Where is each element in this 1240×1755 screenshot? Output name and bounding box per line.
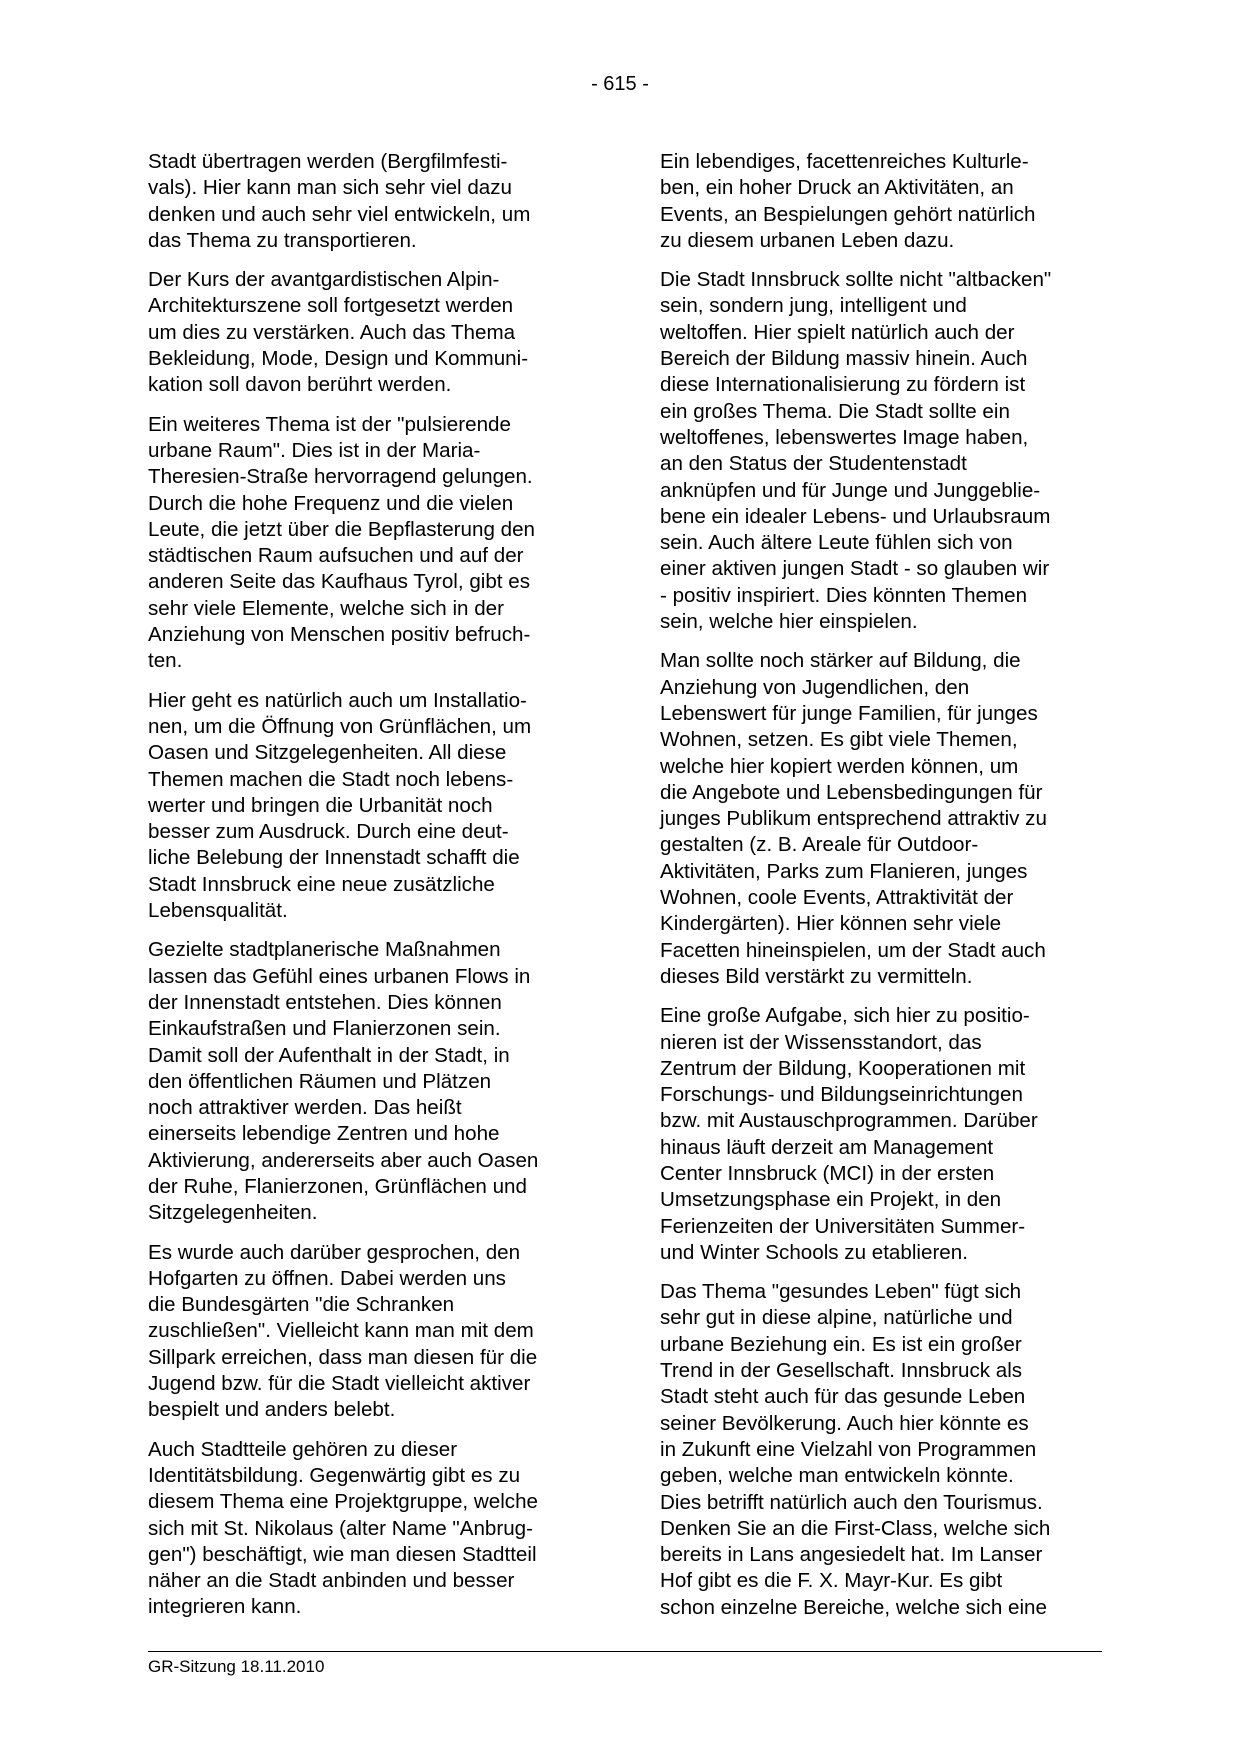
text-line: Durch die hohe Frequenz und die vielen — [148, 491, 514, 515]
text-line: bzw. mit Austauschprogrammen. Darüber — [660, 1109, 1038, 1133]
text-line: weltoffen. Hier spielt natürlich auch der — [660, 320, 1015, 344]
text-line: einerseits lebendige Zentren und hohe — [148, 1122, 500, 1146]
text-line: gen") beschäftigt, wie man diesen Stadtteil — [148, 1542, 537, 1566]
text-line: Facetten hineinspielen, um der Stadt auch — [660, 938, 1046, 962]
paragraph — [148, 1240, 593, 1424]
text-line: Sitzgelegenheiten. — [148, 1201, 318, 1225]
text-line: Aktivierung, andererseits aber auch Oasen — [148, 1148, 539, 1172]
text-line: Forschungs- und Bildungseinrichtungen — [660, 1083, 1023, 1107]
text-line: Damit soll der Aufenthalt in der Stadt, in — [148, 1043, 510, 1067]
paragraph — [660, 149, 1108, 254]
text-line: sehr viele Elemente, welche sich in der — [148, 596, 504, 620]
text-line: Architekturszene soll fortgesetzt werden — [148, 294, 514, 318]
text-line: urbane Beziehung ein. Es ist ein großer — [660, 1332, 1022, 1356]
text-line: Gezielte stadtplanerische Maßnahmen — [148, 938, 501, 962]
text-line: besser zum Ausdruck. Durch eine deut- — [148, 820, 509, 844]
text-line: Leute, die jetzt über die Bepflasterung den — [148, 517, 535, 541]
paragraph — [148, 412, 593, 675]
text-line: Stadt übertragen werden (Bergfilmfesti- — [148, 150, 508, 173]
text-line: Es wurde auch darüber gesprochen, den — [148, 1240, 521, 1264]
text-line: - positiv inspiriert. Dies könnten Themen — [660, 583, 1028, 607]
text-line: Umsetzungsphase ein Projekt, in den — [660, 1188, 1002, 1212]
text-line: anknüpfen und für Junge und Junggeblie- — [660, 478, 1041, 502]
text-line: sehr gut in diese alpine, natürliche und — [660, 1306, 1013, 1330]
text-line: Ein lebendiges, facettenreiches Kulturle- — [660, 150, 1029, 173]
text-line: Eine große Aufgabe, sich hier zu positio- — [660, 1004, 1030, 1028]
text-line: urbane Raum". Dies ist in der Maria- — [148, 438, 481, 462]
text-line: bene ein idealer Lebens- und Urlaubsraum — [660, 504, 1051, 528]
paragraph — [148, 267, 593, 398]
text-line: diese Internationalisierung zu fördern ist — [660, 373, 1026, 397]
paragraph — [148, 149, 593, 254]
text-column-left — [148, 149, 593, 1634]
text-line: bespielt und anders belebt. — [148, 1398, 396, 1422]
text-line: Anziehung von Jugendlichen, den — [660, 675, 970, 699]
text-line: Lebensqualität. — [148, 899, 288, 923]
text-line: nen, um die Öffnung von Grünflächen, um — [148, 714, 532, 738]
text-line: in Zukunft eine Vielzahl von Programmen — [660, 1437, 1037, 1461]
text-line: lassen das Gefühl eines urbanen Flows in — [148, 964, 531, 988]
text-line: Bereich der Bildung massiv hinein. Auch — [660, 347, 1028, 371]
text-line: denken und auch sehr viel entwickeln, um — [148, 202, 531, 226]
text-line: Man sollte noch stärker auf Bildung, die — [660, 649, 1021, 673]
text-line: Denken Sie an die First-Class, welche sich — [660, 1516, 1051, 1540]
text-line: Center Innsbruck (MCI) in der ersten — [660, 1161, 995, 1185]
text-line: werter und bringen die Urbanität noch — [148, 793, 493, 817]
text-line: Kindergärten). Hier können sehr viele — [660, 912, 1002, 936]
text-line: sein, welche hier einspielen. — [660, 610, 918, 634]
text-line: Oasen und Sitzgelegenheiten. All diese — [148, 741, 507, 765]
text-line: näher an die Stadt anbinden und besser — [148, 1569, 515, 1593]
text-line: die Angebote und Lebensbedingungen für — [660, 780, 1043, 804]
text-line: Anziehung von Menschen positiv befruch- — [148, 623, 531, 647]
footer-session-date: GR-Sitzung 18.11.2010 — [148, 1657, 325, 1676]
text-line: geben, welche man entwickeln könnte. — [660, 1464, 1014, 1488]
paragraph — [660, 267, 1108, 635]
text-line: den öffentlichen Räumen und Plätzen — [148, 1069, 492, 1093]
text-line: welche hier kopiert werden können, um — [660, 754, 1019, 778]
text-line: integrieren kann. — [148, 1595, 302, 1619]
text-line: an den Status der Studentenstadt — [660, 452, 967, 476]
text-line: seiner Bevölkerung. Auch hier könnte es — [660, 1411, 1029, 1435]
text-line: und Winter Schools zu etablieren. — [660, 1240, 968, 1264]
text-line: nieren ist der Wissensstandort, das — [660, 1030, 982, 1054]
text-line: Theresien-Straße hervorragend gelungen. — [148, 465, 533, 489]
page-number: - 615 - — [591, 73, 649, 95]
text-line: schon einzelne Bereiche, welche sich eine — [660, 1595, 1047, 1619]
text-line: Stadt steht auch für das gesunde Leben — [660, 1385, 1026, 1409]
text-line: liche Belebung der Innenstadt schafft die — [148, 846, 520, 870]
text-line: das Thema zu transportieren. — [148, 228, 417, 252]
text-line: zuschließen". Vielleicht kann man mit dem — [148, 1319, 534, 1343]
text-line: Einkaufstraßen und Flanierzonen sein. — [148, 1017, 501, 1041]
text-line: Wohnen, coole Events, Attraktivität der — [660, 886, 1014, 910]
text-line: Das Thema "gesundes Leben" fügt sich — [660, 1280, 1022, 1304]
text-line: Hofgarten zu öffnen. Dabei werden uns — [148, 1266, 506, 1290]
text-line: Stadt Innsbruck eine neue zusätzliche — [148, 872, 495, 896]
text-line: Auch Stadtteile gehören zu dieser — [148, 1437, 458, 1461]
text-line: dieses Bild verstärkt zu vermitteln. — [660, 964, 973, 988]
text-line: sein. Auch ältere Leute fühlen sich von — [660, 531, 1013, 555]
paragraph — [148, 688, 593, 925]
text-line: um dies zu verstärken. Auch das Thema — [148, 320, 516, 344]
paragraph — [148, 1437, 593, 1621]
paragraph — [660, 1279, 1108, 1621]
text-line: der Ruhe, Flanierzonen, Grünflächen und — [148, 1174, 527, 1198]
text-line: Events, an Bespielungen gehört natürlich — [660, 202, 1036, 226]
text-line: weltoffenes, lebenswertes Image haben, — [660, 425, 1029, 449]
text-line: noch attraktiver werden. Das heißt — [148, 1096, 462, 1120]
text-line: diesem Thema eine Projektgruppe, welche — [148, 1490, 538, 1514]
text-line: Dies betrifft natürlich auch den Tourismus. — [660, 1490, 1043, 1514]
paragraph — [660, 1003, 1108, 1266]
footer-divider — [148, 1651, 1102, 1652]
text-line: Ein weiteres Thema ist der "pulsierende — [148, 412, 511, 436]
text-line: gestalten (z. B. Areale für Outdoor- — [660, 833, 979, 857]
text-line: Ferienzeiten der Universitäten Summer- — [660, 1214, 1026, 1238]
text-line: Lebenswert für junge Familien, für junges — [660, 701, 1038, 725]
text-line: ben, ein hoher Druck an Aktivitäten, an — [660, 176, 1014, 200]
text-line: städtischen Raum aufsuchen und auf der — [148, 544, 524, 568]
text-line: der Innenstadt entstehen. Dies können — [148, 990, 502, 1014]
text-line: kation soll davon berührt werden. — [148, 373, 452, 397]
text-line: Themen machen die Stadt noch lebens- — [148, 767, 514, 791]
text-line: anderen Seite das Kaufhaus Tyrol, gibt es — [148, 570, 530, 594]
text-line: zu diesem urbanen Leben dazu. — [660, 228, 955, 252]
text-line: Der Kurs der avantgardistischen Alpin- — [148, 268, 500, 292]
text-line: Zentrum der Bildung, Kooperationen mit — [660, 1056, 1026, 1080]
text-line: Bekleidung, Mode, Design und Kommuni- — [148, 347, 529, 371]
text-line: hinaus läuft derzeit am Management — [660, 1135, 994, 1159]
text-line: bereits in Lans angesiedelt hat. Im Lanser — [660, 1543, 1043, 1567]
text-line: ein großes Thema. Die Stadt sollte ein — [660, 399, 1010, 423]
text-line: Hier geht es natürlich auch um Installatio- — [148, 688, 527, 712]
text-line: Sillpark erreichen, dass man diesen für die — [148, 1345, 538, 1369]
text-line: Wohnen, setzen. Es gibt viele Themen, — [660, 728, 1018, 752]
text-line: vals). Hier kann man sich sehr viel dazu — [148, 176, 512, 200]
paragraph — [660, 648, 1108, 990]
text-line: Jugend bzw. für die Stadt vielleicht aktiver — [148, 1372, 531, 1396]
text-line: die Bundesgärten "die Schranken — [148, 1293, 455, 1317]
text-line: ten. — [148, 649, 183, 673]
text-line: Die Stadt Innsbruck sollte nicht "altbacken" — [660, 268, 1052, 292]
text-line: Aktivitäten, Parks zum Flanieren, junges — [660, 859, 1028, 883]
text-line: Identitätsbildung. Gegenwärtig gibt es zu — [148, 1463, 521, 1487]
text-line: junges Publikum entsprechend attraktiv zu — [660, 807, 1047, 831]
text-column-right — [660, 149, 1108, 1634]
text-line: sich mit St. Nikolaus (alter Name "Anbrug- — [148, 1516, 533, 1540]
text-line: Trend in der Gesellschaft. Innsbruck als — [660, 1359, 1023, 1383]
text-line: sein, sondern jung, intelligent und — [660, 294, 967, 318]
paragraph — [148, 937, 593, 1226]
text-line: einer aktiven jungen Stadt - so glauben wir — [660, 557, 1050, 581]
text-line: Hof gibt es die F. X. Mayr-Kur. Es gibt — [660, 1569, 1003, 1593]
